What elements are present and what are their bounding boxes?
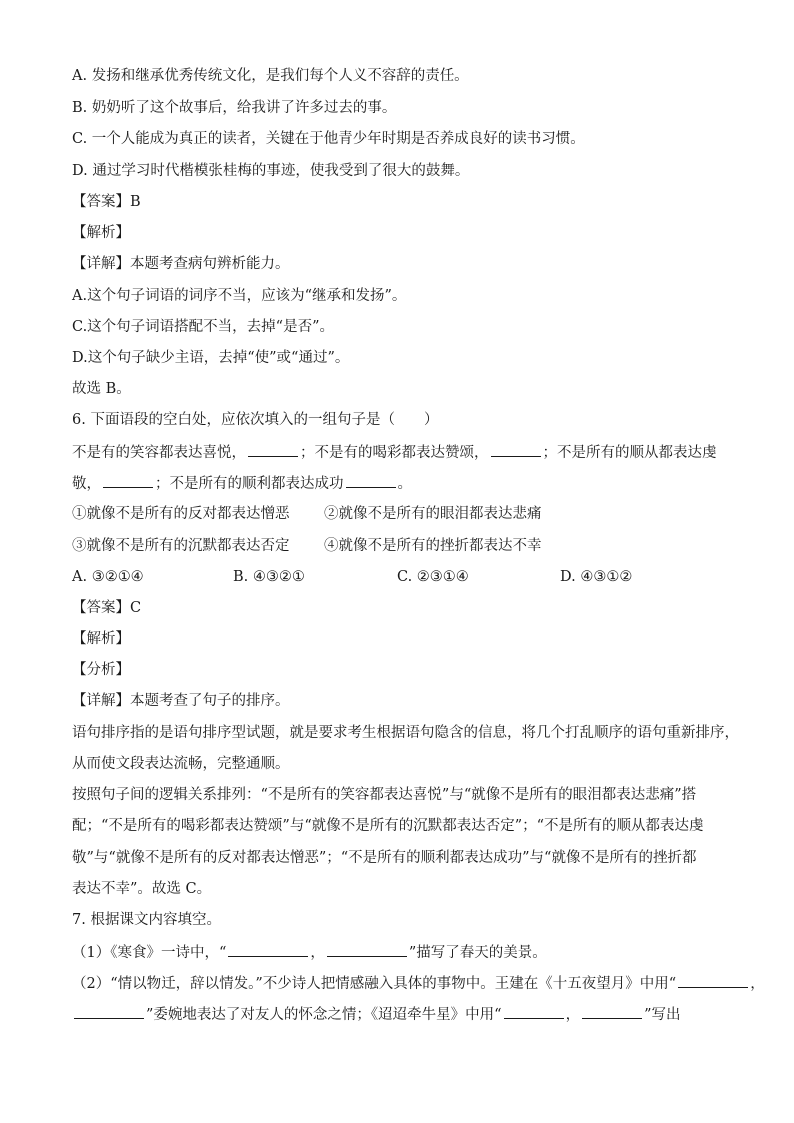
q7-text: ， bbox=[565, 1007, 581, 1023]
q7-sub2 bbox=[72, 973, 765, 994]
fill-blank bbox=[678, 973, 748, 988]
q6-passage-text: 不是有的笑容都表达喜悦， bbox=[72, 445, 246, 461]
q5-explain-a: A.这个句子词语的词序不当，应该为“继承和发扬”。 bbox=[72, 288, 407, 304]
q6-analysis-label: 【解析】 bbox=[72, 631, 130, 647]
fill-blank bbox=[103, 473, 153, 488]
q6-detail: 【详解】本题考查了句子的排序。 bbox=[72, 693, 290, 709]
q6-para2-line1: 按照句子间的逻辑关系排列：“不是所有的笑容都表达喜悦”与“就像不是所有的眼泪都表达悲痛”搭 bbox=[72, 787, 697, 803]
fill-blank bbox=[248, 442, 298, 457]
q6-choice-d: D. ④③①② bbox=[560, 569, 633, 585]
q7-sub1 bbox=[72, 942, 734, 963]
q7-sub3 bbox=[72, 1004, 734, 1025]
q6-passage-text: ；不是所有的顺利都表达成功 bbox=[155, 476, 344, 492]
fill-blank bbox=[582, 1004, 642, 1019]
q7-text: ， bbox=[310, 945, 325, 961]
fill-blank bbox=[346, 473, 396, 488]
q7-text: ”写出 bbox=[644, 1007, 681, 1023]
q6-question: 6. 下面语段的空白处，应依次填入的一组句子是（ ） bbox=[72, 412, 439, 428]
q5-option-d: D. 通过学习时代楷模张桂梅的事迹，使我受到了很大的鼓舞。 bbox=[72, 163, 470, 179]
q5-explain-d: D.这个句子缺少主语，去掉“使”或“通过”。 bbox=[72, 350, 350, 366]
fill-blank bbox=[74, 1004, 144, 1019]
q7-text: ”委婉地表达了对友人的怀念之情；《迢迢牵牛星》中用“ bbox=[146, 1007, 502, 1023]
q6-para1-line1: 语句排序指的是语句排序型试题，就是要求考生根据语句隐含的信息，将几个打乱顺序的语句重新排序， bbox=[72, 725, 739, 741]
fill-blank bbox=[327, 942, 407, 957]
q6-para1-line2: 从而使文段表达流畅，完整通顺。 bbox=[72, 756, 290, 772]
q6-passage-text: ；不是所有的顺从都表达虔 bbox=[542, 445, 717, 461]
q6-choice-b: B. ④③②① bbox=[233, 569, 305, 585]
q6-passage-line-2 bbox=[72, 473, 734, 494]
q6-choice-a: A. ③②①④ bbox=[72, 569, 144, 585]
q7-text: （1）《寒食》一诗中，“ bbox=[72, 945, 227, 961]
q5-explain-c: C.这个句子词语搭配不当，去掉“是否”。 bbox=[72, 319, 335, 335]
q6-sentence-1: ①就像不是所有的反对都表达憎恶 bbox=[72, 506, 290, 522]
q5-option-c: C. 一个人能成为真正的读者，关键在于他青少年时期是否养成良好的读书习惯。 bbox=[72, 131, 585, 147]
q6-fenxi-label: 【分析】 bbox=[72, 662, 130, 678]
q5-option-a: A. 发扬和继承优秀传统文化，是我们每个人义不容辞的责任。 bbox=[72, 68, 469, 84]
q5-conclusion: 故选 B。 bbox=[72, 381, 131, 397]
q5-option-b: B. 奶奶听了这个故事后，给我讲了许多过去的事。 bbox=[72, 100, 397, 116]
q5-analysis-label: 【解析】 bbox=[72, 225, 130, 241]
q7-text: ， bbox=[750, 976, 765, 992]
q6-para2-line4: 表达不幸”。故选 C。 bbox=[72, 881, 212, 897]
q6-answer: 【答案】C bbox=[72, 600, 142, 616]
q6-passage-text: 。 bbox=[397, 476, 412, 492]
q6-choice-c: C. ②③①④ bbox=[397, 569, 469, 585]
q6-sentence-4: ④就像不是所有的挫折都表达不幸 bbox=[324, 538, 542, 554]
fill-blank bbox=[504, 1004, 564, 1019]
q5-detail: 【详解】本题考查病句辨析能力。 bbox=[72, 256, 290, 272]
q7-text: （2）“情以物迁，辞以情发。”不少诗人把情感融入具体的事物中。王建在《十五夜望月》中用“ bbox=[72, 976, 677, 992]
q7-text: ”描写了春天的美景。 bbox=[408, 945, 547, 961]
q7-question: 7. 根据课文内容填空。 bbox=[72, 912, 221, 928]
q6-passage-text: 敬， bbox=[72, 476, 101, 492]
q6-passage-line-1 bbox=[72, 442, 734, 463]
q6-para2-line2: 配；“不是所有的喝彩都表达赞颂”与“就像不是所有的沉默都表达否定”；“不是所有的顺从都表达虔 bbox=[72, 818, 704, 834]
q6-passage-text: ；不是有的喝彩都表达赞颂， bbox=[300, 445, 489, 461]
fill-blank bbox=[228, 942, 308, 957]
q6-sentence-2: ②就像不是所有的眼泪都表达悲痛 bbox=[324, 506, 542, 522]
q6-para2-line3: 敬”与“就像不是所有的反对都表达憎恶”；“不是所有的顺利都表达成功”与“就像不是所有的挫折都 bbox=[72, 850, 697, 866]
q5-answer: 【答案】B bbox=[72, 194, 141, 210]
q6-sentence-3: ③就像不是所有的沉默都表达否定 bbox=[72, 538, 290, 554]
fill-blank bbox=[491, 442, 541, 457]
